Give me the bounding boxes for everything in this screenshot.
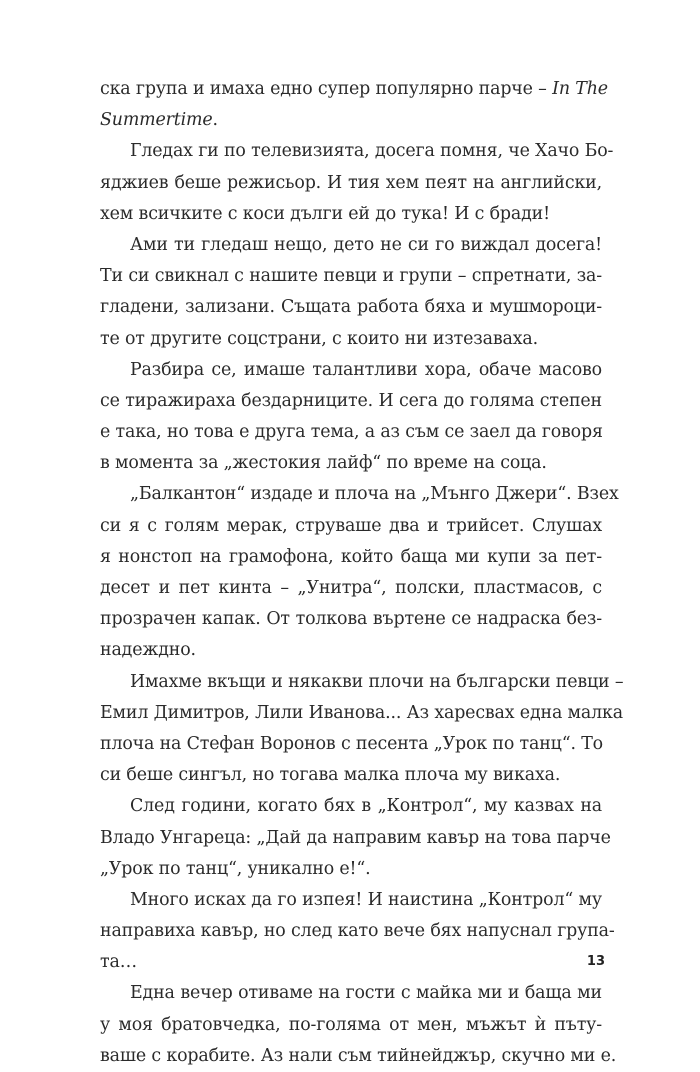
italic-text: In The: [552, 79, 608, 99]
page-number: 13: [586, 954, 605, 969]
text-line-content: прозрачен капак. От толкова въртене се надраска без-: [100, 609, 602, 630]
text-line-content: хем всичките с коси дълги ей до тука! И с бради!: [100, 203, 550, 224]
text-line: [100, 292, 602, 323]
text-line: [100, 635, 602, 666]
text-line: [100, 604, 602, 635]
text-line-content: Имахме вкъщи и някакви плочи на български певци –: [130, 671, 624, 692]
text-line: [100, 542, 602, 573]
text-line: [100, 511, 602, 542]
text-line: [100, 168, 602, 199]
text-line-content: Ти си свикнал с нашите певци и групи – спретнати, за-: [100, 266, 602, 287]
text-line: [100, 417, 602, 448]
text-line: [100, 448, 602, 479]
text-line: [100, 698, 623, 729]
text-line: [100, 573, 602, 604]
text-line-content: гладени, зализани. Същата работа бяха и мушмороци-: [100, 297, 602, 318]
text-line-content: „Урок по танц“, уникално е!“.: [100, 858, 371, 879]
text-line: [100, 136, 614, 167]
text-line-suffix: .: [212, 110, 218, 131]
text-line: [100, 261, 602, 292]
text-line: [100, 667, 624, 698]
text-line-content: плоча на Стефан Воронов с песента „Урок по танц“. То: [100, 733, 603, 754]
text-line: [100, 324, 602, 355]
text-line-content: Ами ти гледаш нещо, дето не си го виждал досега!: [130, 234, 602, 255]
text-line: [100, 105, 602, 136]
text-line-content: се тиражираха бездарниците. И сега до голяма степен: [100, 390, 602, 411]
text-line: [100, 947, 602, 978]
text-line: [100, 355, 602, 386]
text-line: [100, 823, 611, 854]
text-line-content: Емил Димитров, Лили Иванова... Аз харесвах една малка: [100, 702, 623, 723]
text-line-content: те от другите соцстрани, с които ни изтезаваха.: [100, 328, 538, 349]
text-line-content: е така, но това е друга тема, а аз съм се заел да говоря: [100, 422, 603, 443]
italic-text: Summertime: [100, 110, 213, 131]
text-line-content: Една вечер отиваме на гости с майка ми и баща ми: [130, 983, 602, 1004]
book-page-text: [100, 74, 624, 1072]
text-line-content: Много исках да го изпея! И наистина „Контрол“ му: [130, 889, 602, 910]
text-line: [100, 729, 602, 760]
text-line-content: я нонстоп на грамофона, който баща ми купи за пет-: [100, 546, 602, 567]
text-line: [100, 74, 608, 105]
text-line: [100, 916, 615, 947]
text-line-content: у моя братовчедка, по-голяма от мен, мъжът ѝ пъту-: [100, 1014, 602, 1035]
text-line-content: „Балкантон“ издаде и плоча на „Мънго Джери“. Взех: [130, 484, 619, 505]
text-line-content: ваше с корабите. Аз нали съм тийнейджър, скучно ми е.: [100, 1045, 617, 1066]
text-line-content: надеждно.: [100, 640, 196, 661]
text-line: [100, 978, 602, 1009]
text-line-content: си я с голям мерак, струваше два и трийсет. Слушах: [100, 515, 602, 536]
text-line: [100, 854, 602, 885]
text-line: [100, 1010, 602, 1041]
text-line: [100, 386, 602, 417]
text-line: [100, 199, 602, 230]
text-line-content: Гледах ги по телевизията, досега помня, че Хачо Бо-: [130, 141, 614, 162]
text-line-content: та…: [100, 952, 137, 973]
text-line: [100, 791, 602, 822]
text-line-content: десет и пет кинта – „Унитра“, полски, пластмасов, с: [100, 578, 602, 598]
text-line-content: ска група и имаха едно супер популярно парче –: [100, 79, 553, 99]
text-line-content: в момента за „жестокия лайф“ по време на соца.: [100, 453, 547, 474]
text-line-content: си беше сингъл, но тогава малка плоча му викаха.: [100, 765, 561, 786]
text-line: [100, 1041, 617, 1072]
text-line: [100, 760, 602, 791]
text-line: [100, 479, 619, 510]
text-line: [100, 230, 602, 261]
text-line-content: Владо Унгареца: „Дай да направим кавър на това парче: [100, 827, 611, 848]
text-line-content: След години, когато бях в „Контрол“, му казвах на: [130, 796, 602, 817]
text-line-content: направиха кавър, но след като вече бях напуснал група-: [100, 921, 615, 942]
text-line: [100, 885, 602, 916]
text-line-content: яджиев беше режисьор. И тия хем пеят на английски,: [100, 172, 602, 193]
text-line-content: Разбира се, имаше талантливи хора, обаче масово: [130, 359, 602, 380]
